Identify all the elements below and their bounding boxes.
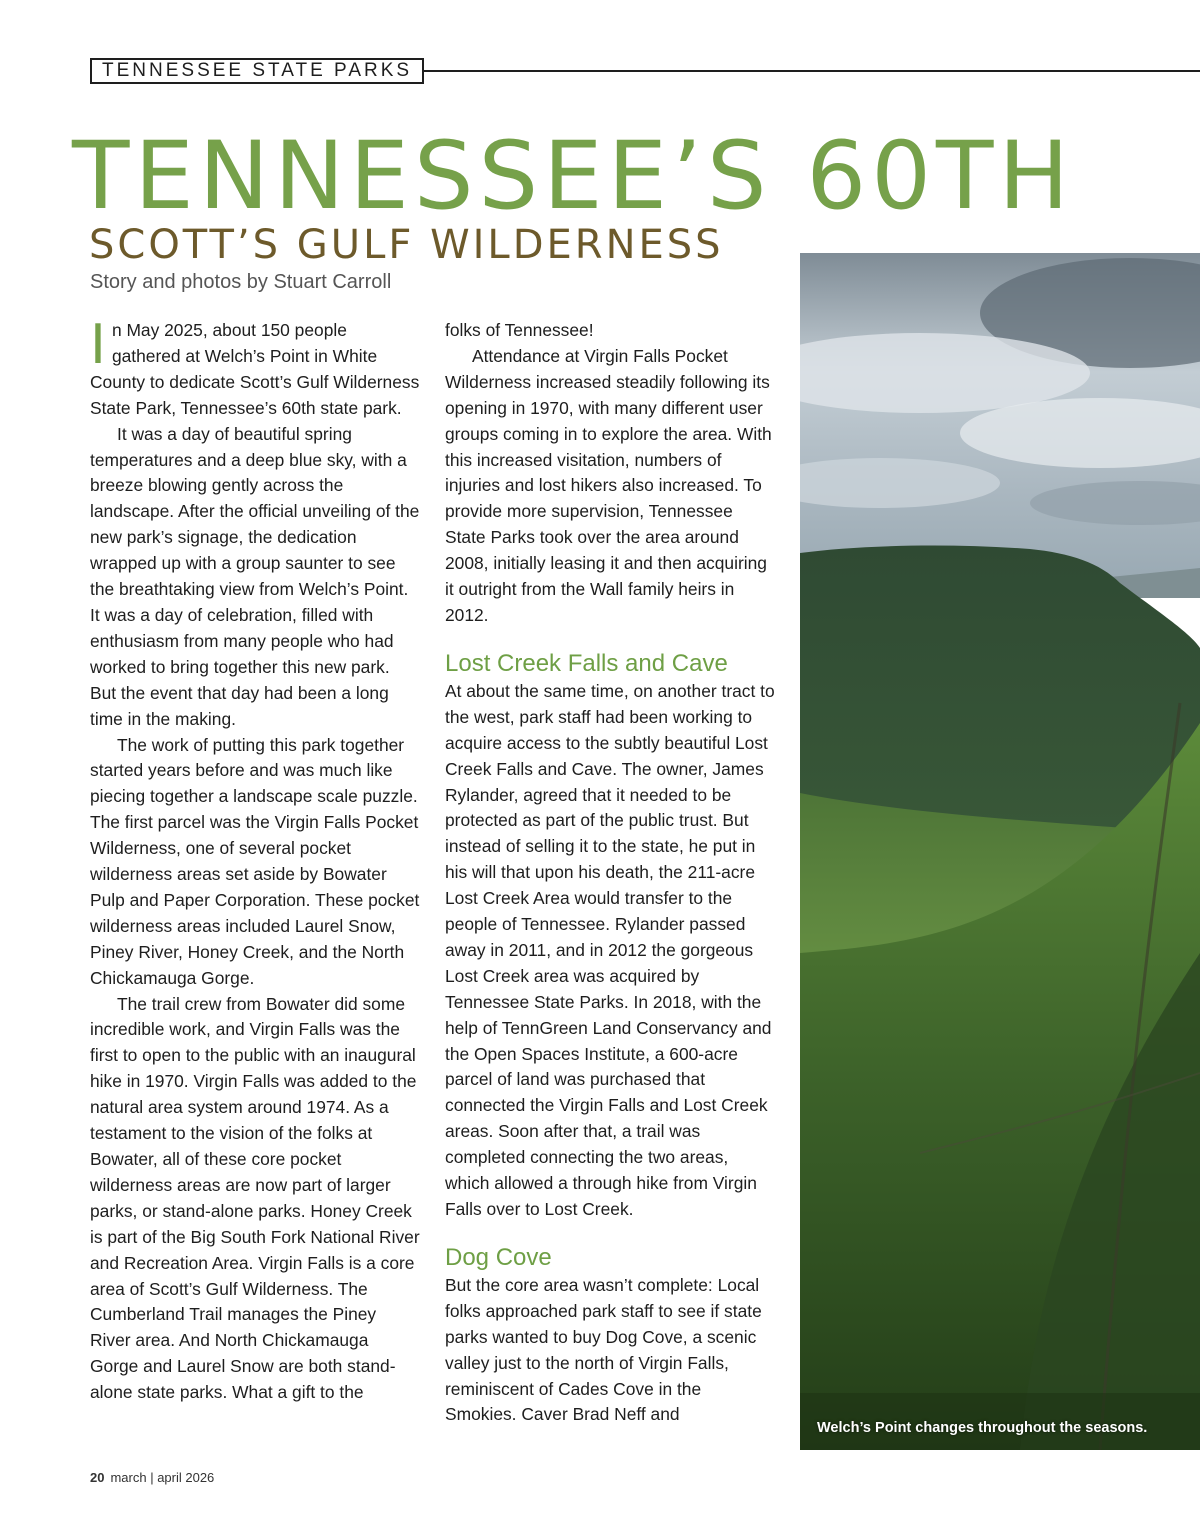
issue-date: march | april 2026 [110,1470,215,1485]
section-heading-lost-creek: Lost Creek Falls and Cave [445,649,728,677]
article-column-1 [90,313,420,1406]
article-paragraph: In May 2025, about 150 people gathered at Welch’s Point in White County to dedicate Scott’s Gulf Wilderness State Park, Tennessee’s 60th state park. [90,313,420,418]
header-rule [418,70,1200,72]
article-column-2 [445,318,775,1428]
photo-caption: Welch’s Point changes throughout the seasons. [817,1420,1148,1436]
article-paragraph: The work of putting this park together started years before and was much like piecing together a landscape scale puzzle. The first parcel was the Virgin Falls Pocket Wilderness, one of several pocket wilderness areas set aside by Bowater Pulp and Paper Corporation. These pocket wilderness areas included Laurel Snow, Piney River, Honey Creek, and the North Chickamauga Gorge. [90,734,420,988]
section-heading-dog-cove: Dog Cove [445,1243,552,1271]
article-paragraph: It was a day of beautiful spring temperatures and a deep blue sky, with a breeze blowing gently across the landscape. After the official unveiling of the new park’s signage, the dedication wrapped up with a group saunter to see the breathtaking view from Welch’s Point. It was a day of celebration, filled with enthusiasm from many people who had worked to bring together this new park. But the event that day had been a long time in the making. [90,423,420,729]
article-paragraph: The trail crew from Bowater did some incredible work, and Virgin Falls was the first to open to the public with an inaugural hike in 1970. Virgin Falls was added to the natural area system around 1974. As a testament to the vision of the folks at Bowater, all of these core pocket wilderness areas are now part of larger parks, or stand-alone parks. Honey Creek is part of the Big South Fork National River and Recreation Area. Virgin Falls is a core area of Scott’s Gulf Wilderness. The Cumberland Trail manages the Piney River area. And North Chickamauga Gorge and Laurel Snow are both stand-alone state parks. What a gift to the [90,993,420,1403]
article-paragraph: At about the same time, on another tract to the west, park staff had been working to acquire access to the subtly beautiful Lost Creek Falls and Cave. The owner, James Rylander, agreed that it needed to be protected as part of the public trust. But instead of selling it to the state, he put in his will that upon his death, the 211-acre Lost Creek Area would transfer to the people of Tennessee. Rylander passed away in 2011, and in 2012 the gorgeous Lost Creek area was acquired by Tennessee State Parks. In 2018, with the help of TennGreen Land Conservancy and the Open Spaces Institute, a 600-acre parcel of land was purchased that connected the Virgin Falls and Lost Creek areas. Soon after that, a trail was completed connecting the two areas, which allowed a through hike from Virgin Falls over to Lost Creek. [445,680,775,1219]
landscape-photo [800,253,1200,1450]
article-title: TENNESSEE’S 60TH [72,122,1075,231]
article-paragraph: Attendance at Virgin Falls Pocket Wilderness increased steadily following its opening in 1970, with many different user groups coming in to explore the area. With this increased visitation, numbers of injuries and lost hikers also increased. To provide more supervision, Tennessee State Parks took over the area around 2008, initially leasing it and then acquiring it outright from the Wall family heirs in 2012. [445,345,772,625]
byline: Story and photos by Stuart Carroll [90,271,392,293]
page-footer [90,1469,214,1487]
section-label: TENNESSEE STATE PARKS [90,58,424,84]
drop-cap: I [90,313,106,376]
article-subtitle: SCOTT’S GULF WILDERNESS [89,222,724,268]
article-paragraph: folks of Tennessee! [445,320,594,340]
page-number: 20 [90,1470,105,1485]
article-paragraph: But the core area wasn’t complete: Local folks approached park staff to see if state parks wanted to buy Dog Cove, a scenic valley just to the north of Virgin Falls, reminiscent of Cades Cove in the Smokies. Caver Brad Neff and [445,1274,762,1425]
